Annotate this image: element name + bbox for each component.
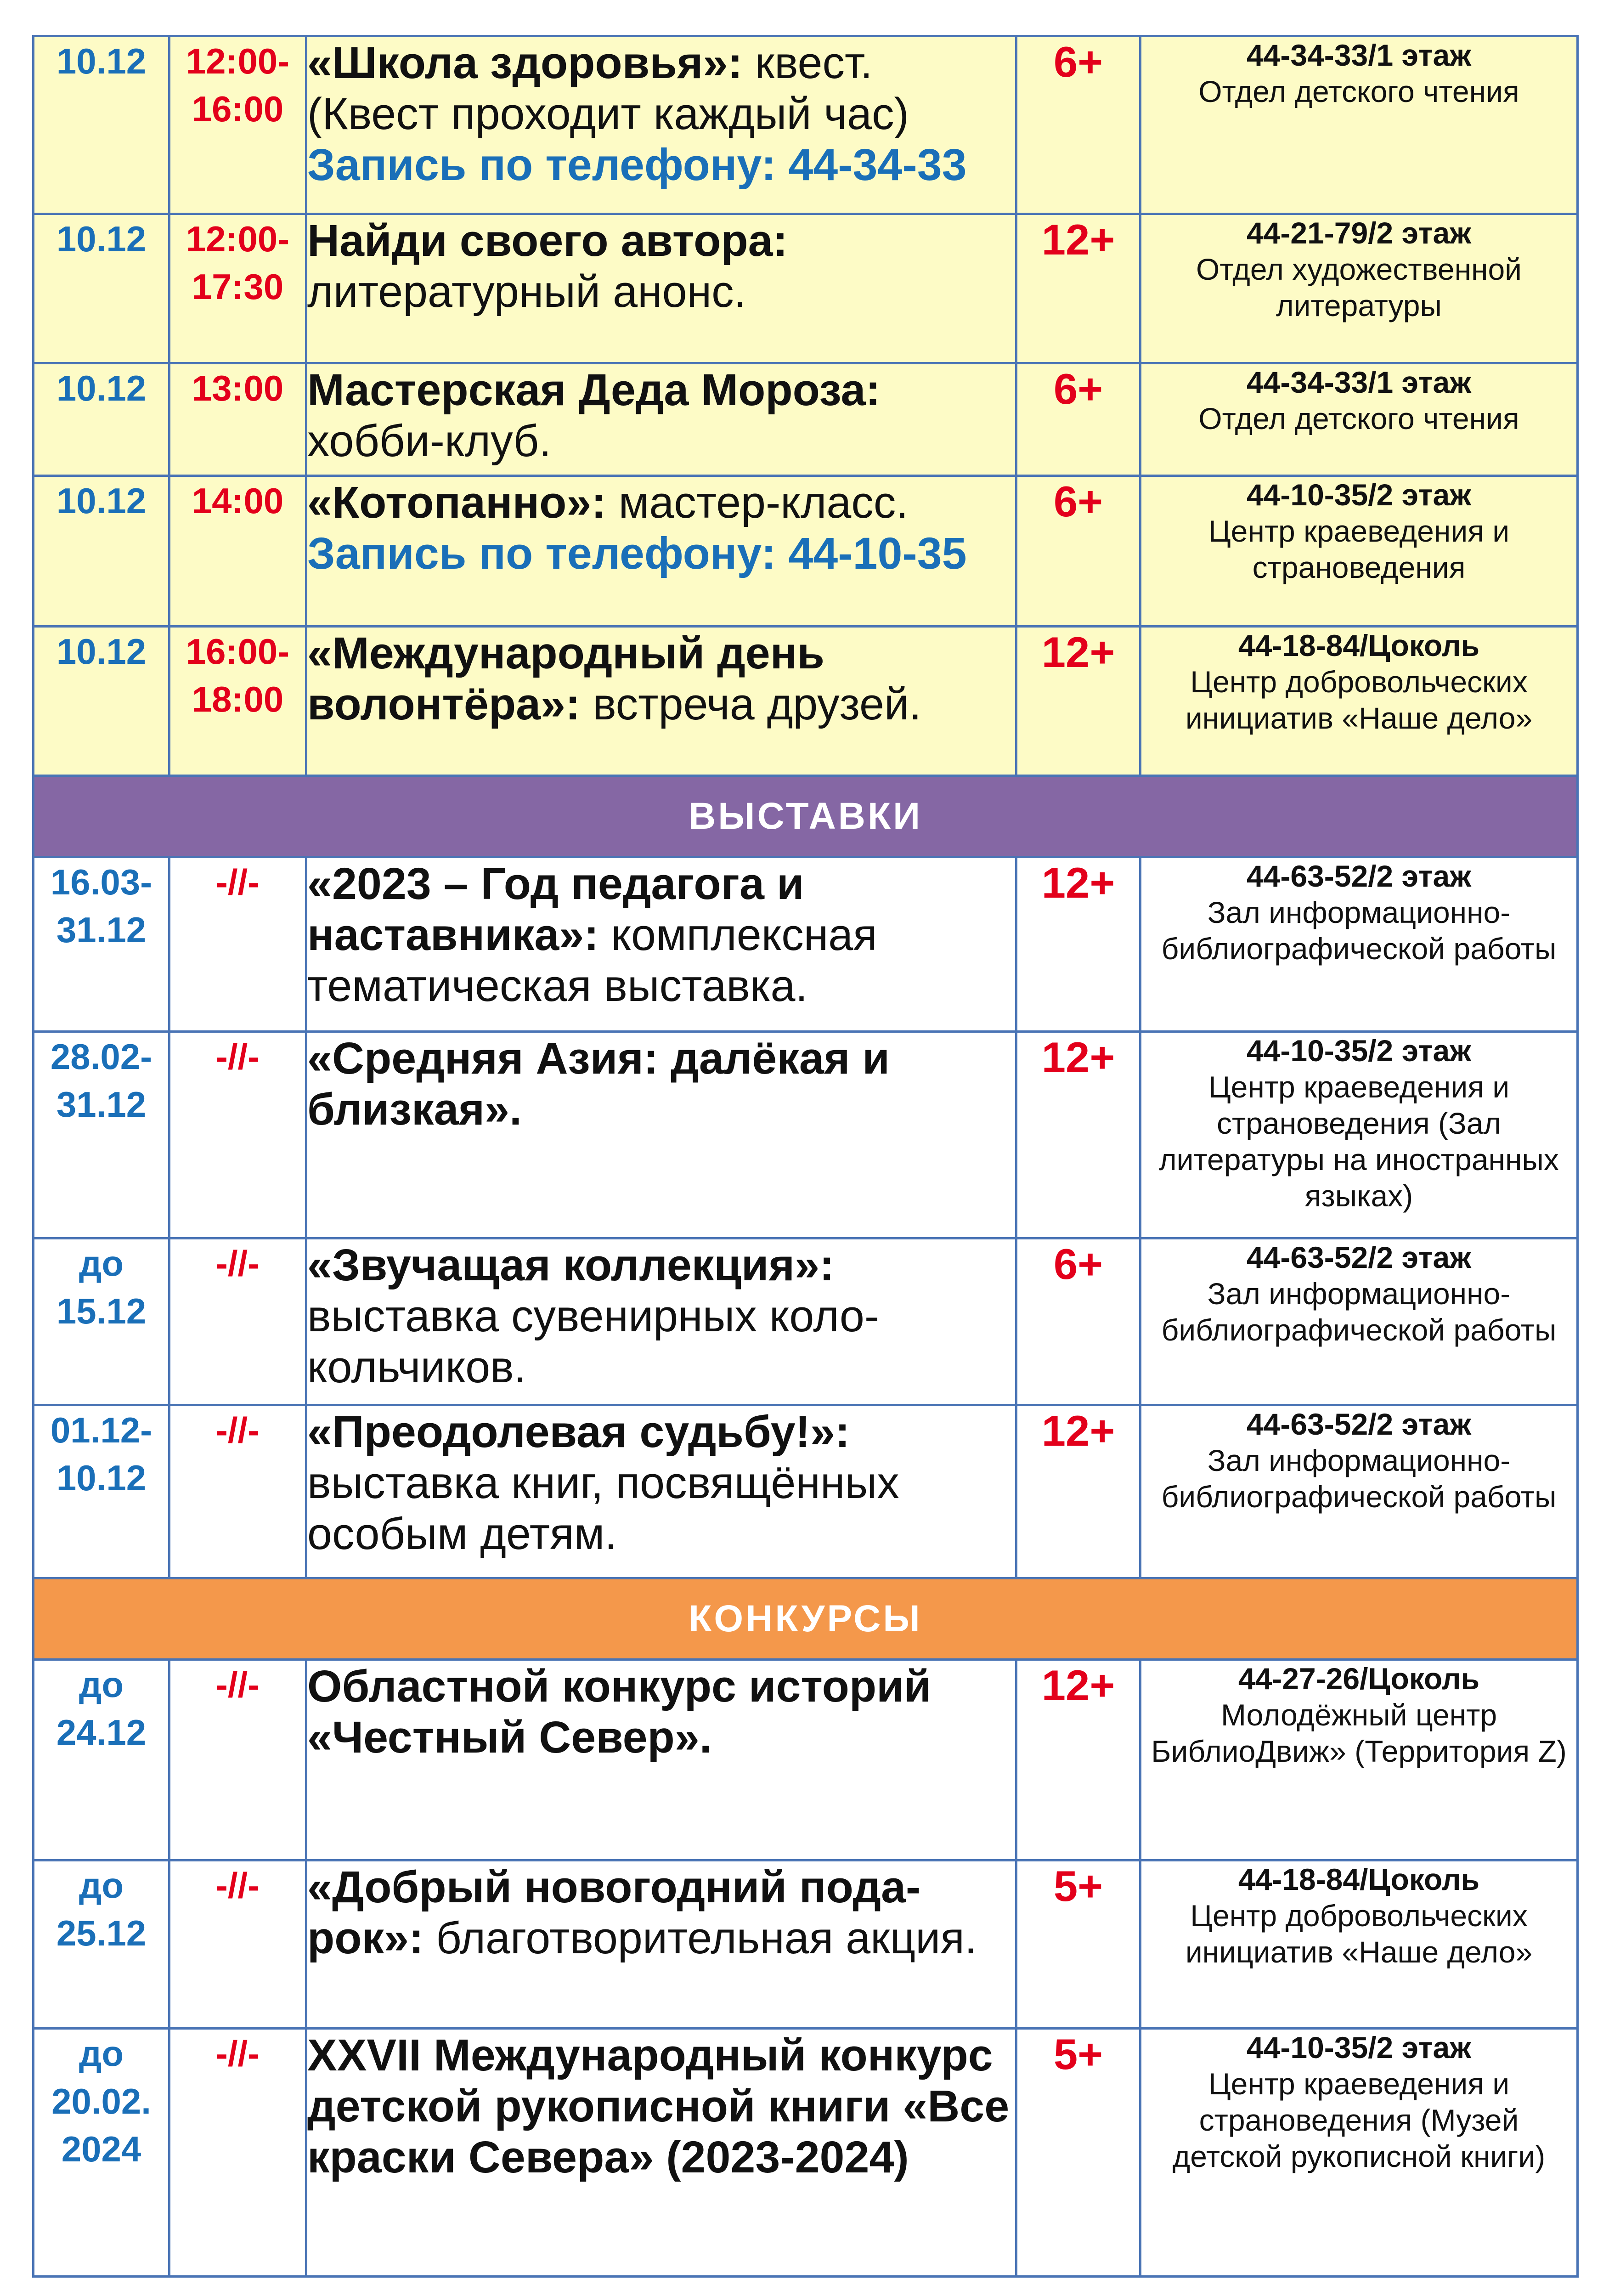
event-time: 13:00	[169, 363, 306, 476]
event-title-rest: хобби-клуб.	[307, 416, 552, 466]
exhibition-place	[1140, 857, 1578, 1032]
place-phone: 44-21-79/2 этаж	[1247, 216, 1471, 250]
contest-date: до 24.12	[34, 1660, 169, 1861]
contests-section-header	[34, 1578, 1578, 1660]
exhibitions-header-label: ВЫСТАВКИ	[34, 776, 1578, 857]
event-phone-note: Запись по телефону: 44-10-35	[307, 528, 967, 578]
contest-date: до 25.12	[34, 1861, 169, 2029]
exhibition-time: -//-	[169, 1238, 306, 1405]
contest-title	[306, 1861, 1016, 2029]
event-row	[34, 214, 1578, 363]
event-title-bold: «Школа здоровья»:	[307, 38, 743, 88]
place-phone: 44-10-35/2 этаж	[1247, 478, 1471, 512]
place-name: Зал информационно-библиографической работы	[1161, 895, 1557, 966]
event-date: 10.12	[34, 363, 169, 476]
exhibition-title	[306, 1405, 1016, 1578]
place-name: Отдел детского чтения	[1198, 74, 1519, 108]
event-time: 14:00	[169, 476, 306, 627]
exhibition-date: 16.03-31.12	[34, 857, 169, 1032]
event-row	[34, 36, 1578, 214]
place-name: Центр добровольческих инициатив «Наше дело»	[1185, 665, 1533, 735]
age-rating: 5+	[1016, 2029, 1140, 2277]
age-rating: 6+	[1016, 36, 1140, 214]
event-title-bold: «Международный день волонтёра»:	[307, 628, 824, 729]
contest-place	[1140, 1660, 1578, 1861]
place-phone: 44-27-26/Цоколь	[1238, 1662, 1480, 1696]
event-title	[306, 627, 1016, 776]
exhibition-row	[34, 1238, 1578, 1405]
age-rating: 12+	[1016, 1660, 1140, 1861]
event-title	[306, 363, 1016, 476]
event-title-rest: квест. (Квест проходит каждый час)	[307, 38, 909, 139]
event-time: 12:00-16:00	[169, 36, 306, 214]
exhibition-title-rest: выставка книг, посвящённых особым детям.	[307, 1458, 899, 1559]
age-rating: 12+	[1016, 627, 1140, 776]
place-name: Отдел художественной литературы	[1196, 252, 1522, 322]
contest-date: до 20.02. 2024	[34, 2029, 169, 2277]
contest-time: -//-	[169, 1861, 306, 2029]
place-name: Молодёжный центр БиблиоДвиж» (Территория Z)	[1151, 1698, 1567, 1768]
exhibition-time: -//-	[169, 857, 306, 1032]
event-row	[34, 363, 1578, 476]
event-time: 12:00-17:30	[169, 214, 306, 363]
exhibition-date: до 15.12	[34, 1238, 169, 1405]
exhibition-title-bold: «Преодолевая судьбу!»:	[307, 1407, 850, 1457]
event-row	[34, 627, 1578, 776]
place-phone: 44-18-84/Цоколь	[1238, 628, 1480, 662]
place-name: Центр краеведения и страноведения (Музей детской рукописной книги)	[1172, 2067, 1546, 2173]
event-title-bold: «Котопанно»:	[307, 477, 606, 527]
place-name: Отдел детского чтения	[1198, 402, 1519, 435]
age-rating: 6+	[1016, 363, 1140, 476]
contest-title	[306, 1660, 1016, 1861]
contest-place	[1140, 2029, 1578, 2277]
contest-title-bold: «Добрый новогодний пода-рок»:	[307, 1862, 921, 1963]
event-phone-note: Запись по телефону: 44-34-33	[307, 140, 967, 190]
exhibitions-section-header	[34, 776, 1578, 857]
contest-title	[306, 2029, 1016, 2277]
event-place	[1140, 476, 1578, 627]
exhibition-title	[306, 1238, 1016, 1405]
exhibition-title-rest: выставка сувенирных коло-кольчиков.	[307, 1291, 880, 1392]
schedule-table	[32, 35, 1579, 2278]
place-name: Зал информационно-библиографической работы	[1161, 1277, 1557, 1347]
age-rating: 5+	[1016, 1861, 1140, 2029]
exhibition-place	[1140, 1032, 1578, 1238]
place-phone: 44-63-52/2 этаж	[1247, 1240, 1471, 1274]
contest-row	[34, 2029, 1578, 2277]
place-name: Центр добровольческих инициатив «Наше дело»	[1185, 1899, 1533, 1969]
event-title	[306, 476, 1016, 627]
exhibition-date: 01.12-10.12	[34, 1405, 169, 1578]
event-date: 10.12	[34, 476, 169, 627]
contest-title-bold: XXVII Международный конкурс детской рукописной книги «Все краски Севера» (2023-2024)	[307, 2030, 1010, 2182]
place-phone: 44-34-33/1 этаж	[1247, 38, 1471, 72]
event-title-rest: встреча друзей.	[580, 679, 922, 729]
place-phone: 44-63-52/2 этаж	[1247, 859, 1471, 893]
place-name: Зал информационно-библиографической работы	[1161, 1443, 1557, 1514]
exhibition-row	[34, 1405, 1578, 1578]
event-title	[306, 214, 1016, 363]
contest-place	[1140, 1861, 1578, 2029]
exhibition-place	[1140, 1405, 1578, 1578]
place-name: Центр краеведения и страноведения	[1208, 514, 1510, 584]
exhibition-time: -//-	[169, 1032, 306, 1238]
place-phone: 44-18-84/Цоколь	[1238, 1862, 1480, 1896]
event-title-rest: литературный анонс.	[307, 266, 746, 317]
place-name: Центр краеведения и страноведения (Зал литературы на иностранных языках)	[1159, 1070, 1559, 1213]
age-rating: 12+	[1016, 214, 1140, 363]
event-place	[1140, 36, 1578, 214]
age-rating: 6+	[1016, 476, 1140, 627]
event-place	[1140, 363, 1578, 476]
exhibition-place	[1140, 1238, 1578, 1405]
age-rating: 6+	[1016, 1238, 1140, 1405]
event-date: 10.12	[34, 214, 169, 363]
exhibition-title-bold: «2023 – Год педагога и наставника»:	[307, 859, 804, 960]
place-phone: 44-63-52/2 этаж	[1247, 1407, 1471, 1441]
event-time: 16:00-18:00	[169, 627, 306, 776]
place-phone: 44-10-35/2 этаж	[1247, 1034, 1471, 1068]
event-place	[1140, 627, 1578, 776]
event-date: 10.12	[34, 627, 169, 776]
exhibition-row	[34, 1032, 1578, 1238]
event-title-bold: Мастерская Деда Мороза:	[307, 365, 881, 415]
contest-row	[34, 1660, 1578, 1861]
exhibition-time: -//-	[169, 1405, 306, 1578]
event-title-bold: Найди своего автора:	[307, 215, 788, 266]
exhibition-title-bold: «Звучащая коллекция»:	[307, 1240, 835, 1290]
age-rating: 12+	[1016, 1032, 1140, 1238]
contest-time: -//-	[169, 1660, 306, 1861]
exhibition-title	[306, 857, 1016, 1032]
exhibition-title-bold: «Средняя Азия: далёкая и близкая».	[307, 1033, 890, 1134]
place-phone: 44-34-33/1 этаж	[1247, 365, 1471, 399]
age-rating: 12+	[1016, 1405, 1140, 1578]
exhibition-date: 28.02-31.12	[34, 1032, 169, 1238]
event-place	[1140, 214, 1578, 363]
age-rating: 12+	[1016, 857, 1140, 1032]
event-row	[34, 476, 1578, 627]
contest-title-bold: Областной конкурс историй «Честный Север».	[307, 1661, 932, 1762]
exhibition-title	[306, 1032, 1016, 1238]
event-date: 10.12	[34, 36, 169, 214]
contest-title-rest: благотворительная акция.	[423, 1913, 977, 1963]
contest-time: -//-	[169, 2029, 306, 2277]
place-phone: 44-10-35/2 этаж	[1247, 2030, 1471, 2064]
contests-header-label: КОНКУРСЫ	[34, 1578, 1578, 1660]
event-title	[306, 36, 1016, 214]
exhibition-row	[34, 857, 1578, 1032]
event-title-rest: мастер-класс.	[606, 477, 909, 527]
exhibition-title-rest: комплексная тематическая выставка.	[307, 910, 877, 1011]
contest-row	[34, 1861, 1578, 2029]
